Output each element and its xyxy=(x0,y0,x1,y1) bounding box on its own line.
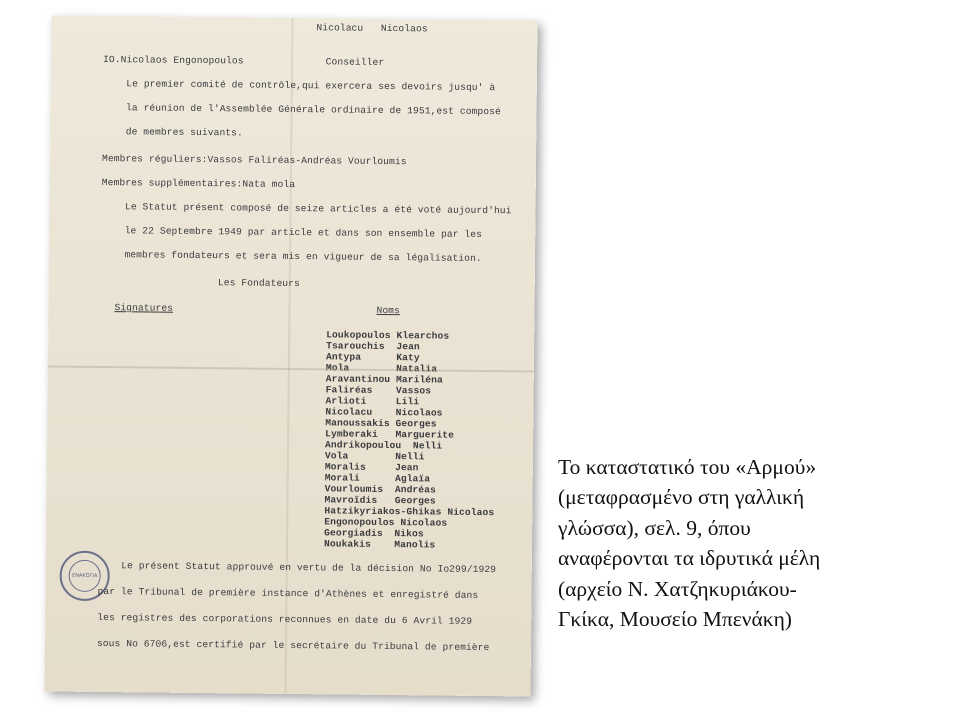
footer-line: Le présent Statut approuvé en vertu de la décision No Io299/1929 xyxy=(97,559,497,576)
text-line: Membres réguliers:Vassos Faliréas-Andréas Vourloumis xyxy=(102,153,407,168)
text-line: Les Fondateurs xyxy=(100,276,300,290)
name-row: Lymberaki Marguerite xyxy=(325,428,455,441)
footer-line: les registres des corporations reconnues en date du 6 Avril 1929 xyxy=(97,611,473,627)
name-row: Vola Nelli xyxy=(324,450,425,463)
name-row: Tsarouchis Jean xyxy=(326,340,420,353)
caption-line: Γκίκα, Μουσείο Μπενάκη) xyxy=(558,607,792,632)
text-line: membres fondateurs et sera mis en vigueur de sa légalisation. xyxy=(100,249,482,264)
name-row: Andrikopoulou Nelli xyxy=(325,439,443,452)
text-line: IO.Nicolaos Engonopoulos Conseiller xyxy=(103,54,385,68)
caption-line: (αρχείο Ν. Χατζηκυριάκου- xyxy=(558,576,797,601)
name-row: Morali Aglaïa xyxy=(324,472,431,485)
name-row: Antypa Katy xyxy=(325,351,420,364)
image-caption xyxy=(558,452,954,634)
name-row: Noukakis Manolis xyxy=(323,538,436,551)
name-row: Georgiadis Nikos xyxy=(324,527,424,540)
caption-line: (μεταφρασμένο στη γαλλική xyxy=(558,485,805,510)
signatures-label: Signatures xyxy=(114,302,174,314)
name-row: Engonopoulos Nicolaos xyxy=(324,516,448,529)
noms-label: Noms xyxy=(376,304,400,317)
caption-line: Το καταστατικό του «Αρμού» xyxy=(558,455,817,479)
name-row: Loukopoulos Klearchos xyxy=(326,329,450,342)
name-row: Mavroïdis Georges xyxy=(324,494,436,507)
caption-line: γλώσσα), σελ. 9, όπου xyxy=(558,515,751,540)
name-row: Arlioti Lili xyxy=(325,395,420,408)
seal-stamp-text: ΕΝΑΚΟΓΙΑ xyxy=(69,560,101,592)
footer-line: par le Tribunal de première instance d'Athènes et enregistré dans xyxy=(97,585,479,601)
header-fragment: Nicolacu Nicolaos xyxy=(316,22,428,35)
text-line: Le Statut présent composé de seize articles a été voté aujourd'hui xyxy=(101,201,512,217)
document-photo xyxy=(44,15,537,696)
text-line: Le premier comité de contrôle,qui exercera ses devoirs jusqu' à xyxy=(102,78,496,94)
name-row: Manoussakis Georges xyxy=(325,417,437,430)
name-row: Mola Natalia xyxy=(325,362,438,375)
footer-line: sous No 6706,est certifié par le secrétaire du Tribunal de première xyxy=(96,637,490,654)
name-row: Aravantinou Mariléna xyxy=(325,373,443,386)
name-row: Vourloumis Andréas xyxy=(324,483,436,496)
text-line: Membres supplémentaires:Nata mola xyxy=(101,177,296,191)
name-row: Hatzikyriakos-Ghikas Nicolaos xyxy=(324,505,495,519)
text-line: le 22 Septembre 1949 par article et dans son ensemble par les xyxy=(101,225,483,240)
name-row: Nicolacu Nicolaos xyxy=(325,406,443,419)
text-line: la réunion de l'Assemblée Générale ordinaire de 1951,est composé xyxy=(102,102,501,118)
name-row: Faliréas Vassos xyxy=(325,384,432,397)
caption-line: αναφέρονται τα ιδρυτικά μέλη xyxy=(558,546,821,571)
name-row: Moralis Jean xyxy=(324,461,419,474)
text-line: de membres suivants. xyxy=(102,126,243,139)
